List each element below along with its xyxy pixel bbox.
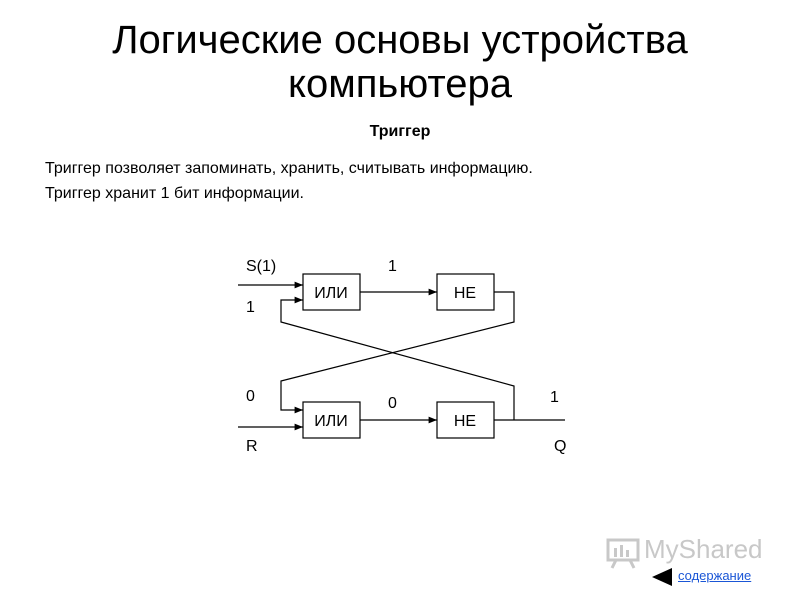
title-line-2: компьютера xyxy=(288,62,512,106)
title-line-1: Логические основы устройства xyxy=(112,18,688,62)
description-line-2: Триггер хранит 1 бит информации. xyxy=(45,185,304,202)
subtitle: Триггер xyxy=(369,123,431,140)
bottom-not-label: НЕ xyxy=(453,413,477,430)
r-input-label: R xyxy=(246,438,258,455)
back-arrow-icon[interactable] xyxy=(652,568,674,586)
top-not-label: НЕ xyxy=(453,285,477,302)
bottom-or-label: ИЛИ xyxy=(314,413,348,430)
output-value: 1 xyxy=(550,389,559,406)
top-feedback-value: 1 xyxy=(246,299,255,316)
q-output-label: Q xyxy=(554,438,567,455)
description-line-1: Триггер позволяет запоминать, хранить, считывать информацию. xyxy=(45,160,533,177)
top-mid-value: 1 xyxy=(388,258,397,275)
myshared-logo-icon xyxy=(606,536,642,570)
contents-link[interactable]: содержание xyxy=(678,568,752,583)
s-input-label: S(1) xyxy=(246,258,277,275)
watermark-text: MyShared xyxy=(644,534,763,564)
bottom-mid-value: 0 xyxy=(388,395,397,412)
bottom-feedback-value: 0 xyxy=(246,388,255,405)
top-or-label: ИЛИ xyxy=(314,285,348,302)
